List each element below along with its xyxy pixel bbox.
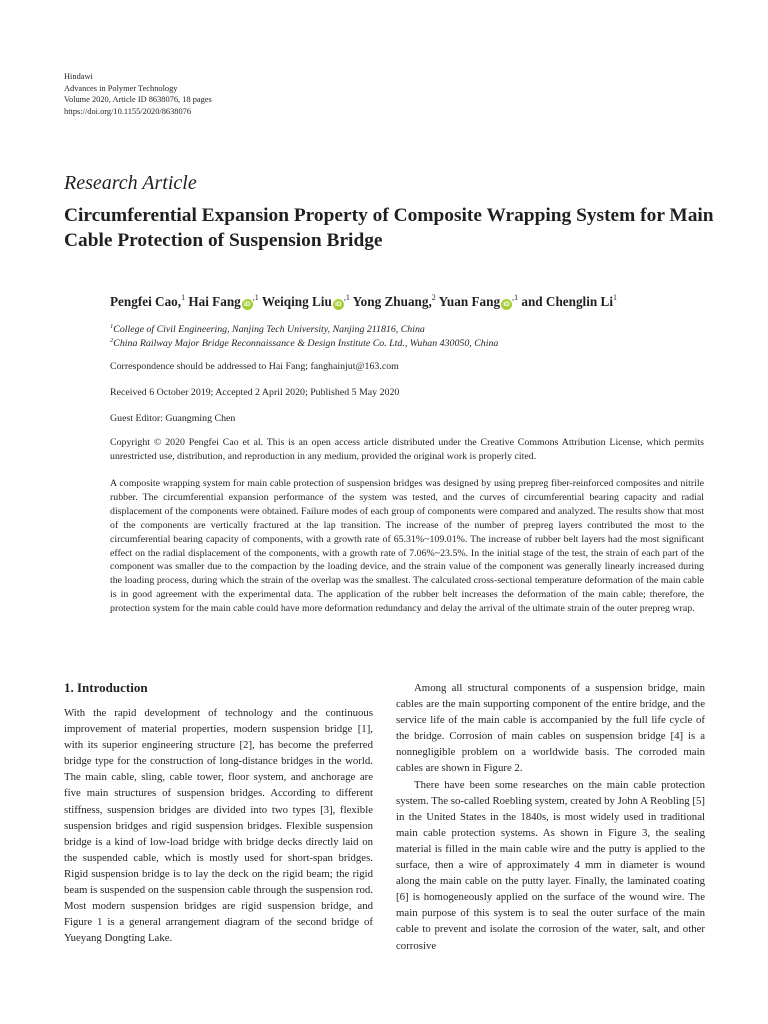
affiliation-text: China Railway Major Bridge Reconnaissance & Design Institute Co. Ltd., Wuhan 430050, China [113,338,499,349]
journal-name: Advances in Polymer Technology [64,83,178,93]
author-affiliation-marker: 1 [612,293,617,302]
author-affiliation-marker: ,1 [512,293,519,302]
body-paragraph: With the rapid development of technology and the continuous improvement of material properties, modern suspension bridge [1], with its superior engineering structure [2], has become the preferred bridge type for the construction of long-distance bridges in the world. The main cable, sling, cable tower, floor system, and anchorage are five main structures of suspension bridges. According to different stiffness, suspension bridges are divided into two types [3], flexible suspension bridges and rigid suspension bridges. Flexible suspension bridge is a kind of low-load bridge with bridge decks directly laid on the suspended cable, which is mostly used for short-span bridges. Rigid suspension bridge is to lay the deck on the rigid beam; the rigid beam is suspended on the suspension cable through the suspension rod. Most modern suspension bridges are rigid suspension bridge, and Figure 1 is a general arrangement diagram of the second bridge of Yueyang Dongting Lake. [64,707,373,945]
author-affiliation-marker: 2 [431,293,436,302]
author-affiliation-marker: 1 [181,293,186,302]
author-name[interactable]: Yong Zhuang, [352,294,432,309]
section-heading-introduction: 1. Introduction [64,680,148,695]
journal-header [64,71,464,117]
author-name[interactable]: Weiqing Liu [261,294,332,309]
publication-dates: Received 6 October 2019; Accepted 2 April 2020; Published 5 May 2020 [110,387,400,398]
author-name[interactable]: and Chenglin Li [521,294,613,309]
author-affiliation-marker: ,1 [343,293,350,302]
orcid-icon[interactable]: iD [501,299,512,310]
correspondence: Correspondence should be addressed to Hai Fang; fanghainjut@163.com [110,361,399,372]
affiliation [110,323,704,338]
doi-link[interactable]: https://doi.org/10.1155/2020/8638076 [64,106,192,116]
orcid-icon[interactable]: iD [242,299,253,310]
abstract: A composite wrapping system for main cable protection of suspension bridges was designed by using prepreg fiber-reinforced composites and nitrile rubber. The circumferential expansion performance of the system was tested, and the curves of circumferential bearing capacity and radial displacement of the components were obtained. Failure modes of each group of components were compared and analyzed. The results show that most of the components are vertically fractured at the lap transition. The increase of the number of prepreg layers contributed the most to the circumferential bearing capacity of components, with a growth rate of 65.31%~109.01%. The increase of rubber belt layers had the most significant effect on the radial displacement of the components, with a growth rate of 7.06%~23.5%. In the initial stage of the test, the strain of each part of the component was smaller due to the compaction by the loading device, and the strain value of the component was generally linearly increased during the loading process, during which the strain of the overlap was the smallest. The calculated cross-sectional temperature deformation of the main cable is in good agreement with the experimental data. The application of the rubber belt increases the deformation of the main cable; therefore, the protection system for the main cable could have more deformation redundancy and delay the arrival of the ultimate strain of the outer prepreg wrap. [110,478,704,615]
article-title: Circumferential Expansion Property of Composite Wrapping System for Main Cable Protection of Suspension Bridge [64,205,714,251]
affiliation-marker: 2 [110,337,114,344]
body-paragraph: Among all structural components of a suspension bridge, main cables are the main supporting component of the entire bridge, and the service life of the main cable is accompanied by the full life cycle of the bridge. Corrosion of main cables on suspension bridge [4] is a nonnegligible problem on a worldwide basis. The corroded main cables are shown in Figure 2. [396,682,705,775]
author-name[interactable]: Yuan Fang [438,294,501,309]
orcid-icon[interactable]: iD [333,299,344,310]
affiliation [110,337,704,352]
article-type: Research Article [64,172,197,194]
body-paragraph: There have been some researches on the main cable protection system. The so-called Roebling system, created by John A Reobling [5] in the United States in the 1840s, is most widely used in traditional main cable protection systems. As shown in Figure 3, the sealing material is filled in the main cable wire and the putty is applied to the surface, then a wire of approximately 4 mm in diameter is wound along the main cable on the putty layer. Finally, the laminated coating [6] is homogeneously applied on the surface of the wound wire. The main purpose of this system is to seal the outer surface of the main cable to prevent and isolate the corrosion of the water, salt, and other corrosive [396,778,705,952]
author-list [110,292,704,312]
publisher-name: Hindawi [64,72,93,81]
author-affiliation-marker: ,1 [252,293,259,302]
guest-editor: Guest Editor: Guangming Chen [110,413,236,424]
left-column [64,680,373,946]
author-name[interactable]: Hai Fang [188,294,241,309]
copyright-notice: Copyright © 2020 Pengfei Cao et al. This is an open access article distributed under the Creative Commons Attribution License, which permits unrestricted use, distribution, and reproduction in any medium, provided the original work is properly cited. [110,437,704,462]
affiliation-text: College of Civil Engineering, Nanjing Tech University, Nanjing 211816, China [113,324,425,335]
affiliation-marker: 1 [110,323,114,330]
author-name[interactable]: Pengfei Cao, [110,294,182,309]
right-column [396,680,705,954]
volume-info: Volume 2020, Article ID 8638076, 18 pages [64,95,212,105]
